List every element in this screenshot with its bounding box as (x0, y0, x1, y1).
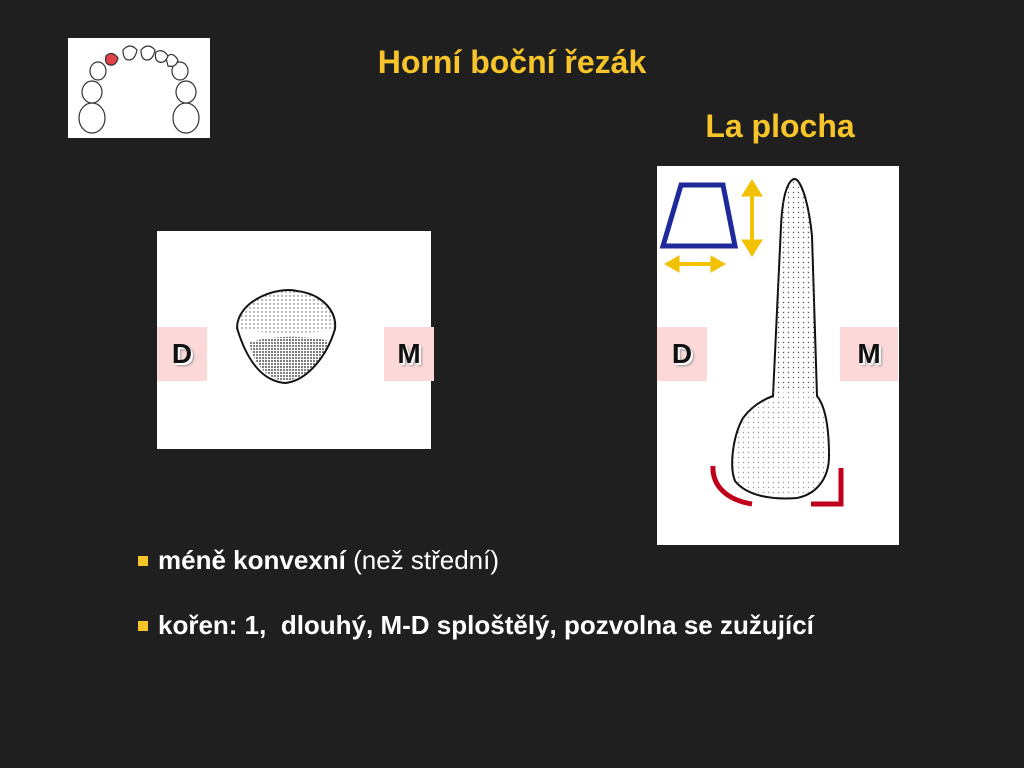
horizontal-arrow (665, 256, 725, 272)
bullet-bold-text: kořen: 1, dlouhý, M-D sploštělý, pozvolna se zužující (158, 610, 814, 640)
slide-title: Horní boční řezák (377, 44, 647, 80)
vertical-arrow (742, 180, 762, 256)
slide-subtitle: La plocha (705, 108, 855, 144)
labial-view-panel (657, 166, 899, 545)
bullet-item (138, 610, 814, 641)
distal-label: D (157, 327, 207, 381)
bullet-marker-icon (138, 621, 148, 631)
mesial-label: M (840, 327, 898, 381)
highlighted-tooth (106, 53, 119, 65)
bullet-bold-text: méně konvexní (158, 545, 346, 575)
bullet-normal-text: (než střední) (345, 545, 500, 575)
mesial-label: M (384, 327, 434, 381)
crown-shape-trapezoid (663, 185, 735, 246)
bullet-item (138, 545, 499, 576)
incisal-view-panel (157, 231, 431, 449)
distal-label: D (657, 327, 707, 381)
bullet-marker-icon (138, 556, 148, 566)
dental-arch-diagram (68, 38, 210, 138)
